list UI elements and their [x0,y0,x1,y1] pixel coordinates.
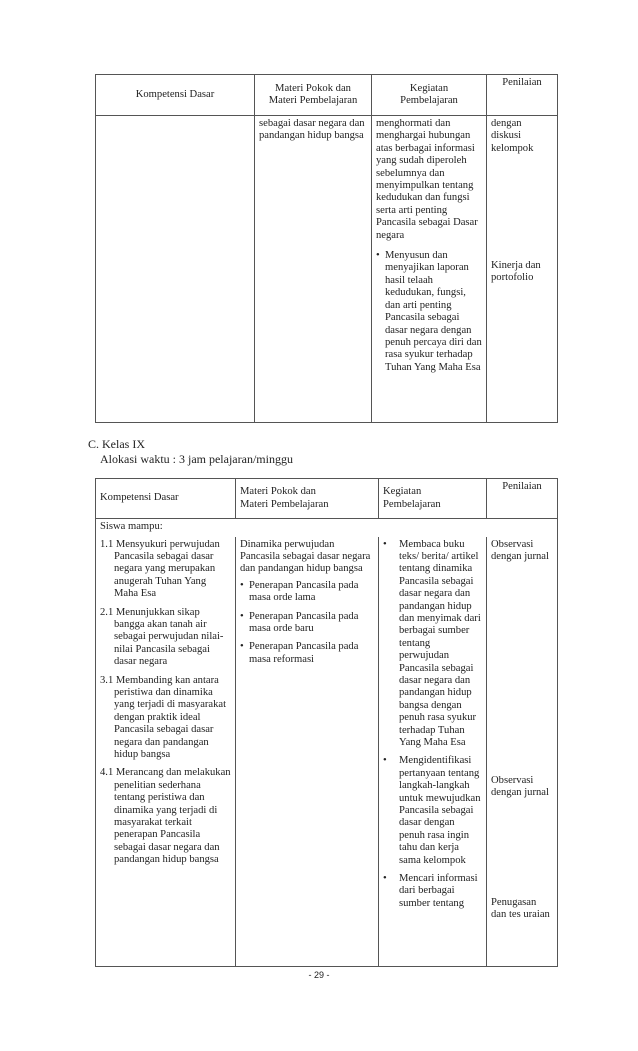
kd-item: 2.1 Menunjukkan sikap bangga akan tanah air sebagai perwujudan nilai-nilai Pancasila sebagai dasar negara [100,606,224,668]
penilaian-item: dengan diskusi kelompok [491,118,534,154]
penilaian-cell [487,537,558,967]
time-allocation: Alokasi waktu : 3 jam pelajaran/minggu [100,452,293,466]
kegiatan-bullet: • Mencari informasi dari berbagai sumber tentang [383,873,482,910]
kd-item: 1.1 Mensyukuri perwujudan Pancasila sebagai dasar negara yang merupakan anugerah Tuhan Yang Maha Esa [100,538,220,600]
kompetensi-cell [96,116,255,423]
header-penilaian: Penilaian [487,479,558,519]
penilaian-item: Kinerja dan portofolio [491,260,541,284]
penilaian-cell [487,116,558,423]
kegiatan-bullet: • Membaca buku teks/ berita/ artikel tentang dinamika Pancasila sebagai dasar negara dan pandangan hidup dan menyimak dari berbagai sumber tentang perwujudan Pancasila sebagai dasar negara dan pandangan hidup bangsa dengan penuh rasa syukur terhadap Tuhan Yang Maha Esa [383,539,482,750]
materi-bullet: • Penerapan Pancasila pada masa orde lama [240,580,374,605]
table-header-row [96,479,558,519]
table-row [96,537,558,967]
page-number: - 29 - [308,970,330,980]
header-kegiatan: Kegiatan Pembelajaran [379,479,487,519]
materi-bullet: • Penerapan Pancasila pada masa orde baru [240,611,374,636]
header-penilaian: Penilaian [487,75,558,116]
header-kegiatan: Kegiatan Pembelajaran [372,75,487,116]
header-materi: Materi Pokok dan Materi Pembelajaran [236,479,379,519]
table-row [96,519,558,537]
kegiatan-bullet: • Mengidentifikasi pertanyaan tentang langkah-langkah untuk mewujudkan Pancasila sebagai dasar dengan penuh rasa ingin tahu dan kerja sama kelompok [383,755,482,867]
materi-cell [236,537,379,967]
table-kelas-viii-continuation [95,74,558,423]
siswa-mampu-cell: Siswa mampu: [96,519,558,537]
materi-intro: Dinamika perwujudan Pancasila sebagai dasar negara dan pandangan hidup bangsa [240,538,371,575]
kegiatan-text: menghormati dan menghargai hubungan atas berbagai informasi yang sudah diperoleh sebelumnya dan menyimpulkan tentang kedudukan dan fungsi serta arti penting Pancasila sebagai Dasar negara [376,118,478,241]
materi-cell: sebagai dasar negara dan pandangan hidup bangsa [255,116,372,423]
penilaian-item: Penugasan dan tes uraian [491,896,550,920]
kd-item: 3.1 Membanding kan antara peristiwa dan dinamika yang terjadi di masyarakat dengan praktik ideal Pancasila sebagai dasar negara dan pandangan hidup bangsa [100,674,227,760]
kompetensi-cell [96,537,236,967]
kegiatan-cell [379,537,487,967]
section-heading [88,437,293,467]
kegiatan-cell [372,116,487,423]
table-kelas-ix [95,478,558,967]
table-header-row [96,75,558,116]
header-kompetensi-dasar: Kompetensi Dasar [96,479,236,519]
header-kompetensi-dasar: Kompetensi Dasar [96,75,255,116]
table-row [96,116,558,423]
header-materi: Materi Pokok dan Materi Pembelajaran [255,75,372,116]
section-title: C. Kelas IX [88,437,145,451]
kegiatan-bullet: • Menyusun dan menyajikan laporan hasil telaah kedudukan, fungsi, dan arti penting Pancasila sebagai dasar negara dengan penuh percaya diri dan rasa syukur terhadap Tuhan Yang Maha Esa [376,250,482,374]
penilaian-item: Observasi dengan jurnal [491,774,549,798]
materi-bullet: • Penerapan Pancasila pada masa reformasi [240,641,374,666]
kd-item: 4.1 Merancang dan melakukan penelitian sederhana tentang peristiwa dan dinamika yang terjadi di masyarakat terkait penerapan Pancasila sebagai dasar negara dan pandangan hidup bangsa [100,767,231,866]
penilaian-item: Observasi dengan jurnal [491,538,549,562]
